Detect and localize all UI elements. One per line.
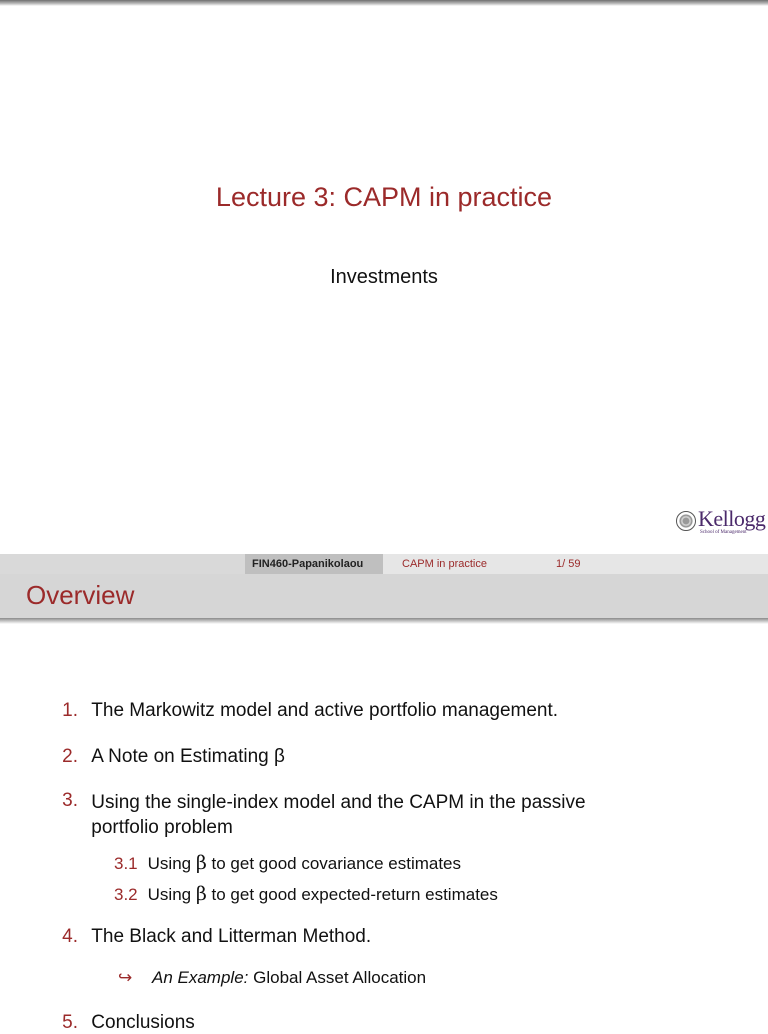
footer-author: FIN460-Papanikolaou bbox=[252, 558, 364, 570]
subitem-text-pre: Using bbox=[147, 854, 196, 873]
toc-item-2 bbox=[48, 746, 285, 768]
toc-subitem-3-2 bbox=[114, 883, 498, 905]
lecture-title: Lecture 3: CAPM in practice bbox=[215, 182, 553, 212]
subitem-number: 3.1 bbox=[114, 854, 138, 873]
beta-symbol: β bbox=[195, 883, 207, 905]
toc-number: 3. bbox=[62, 790, 78, 811]
toc-text: Conclusions bbox=[91, 1012, 195, 1033]
example-label: An Example: bbox=[152, 968, 249, 987]
toc-text: The Markowitz model and active portfolio management. bbox=[91, 700, 559, 721]
toc-number: 1. bbox=[62, 700, 78, 721]
toc-number: 4. bbox=[62, 926, 78, 947]
toc-number: 2. bbox=[62, 746, 78, 767]
footer-title: CAPM in practice bbox=[402, 558, 487, 570]
toc-number: 5. bbox=[62, 1012, 78, 1033]
subitem-number: 3.2 bbox=[114, 885, 138, 904]
footer-bar bbox=[0, 554, 768, 574]
toc-item-4 bbox=[48, 926, 371, 948]
subitem-text-pre: Using bbox=[147, 885, 196, 904]
toc-text-line1: Using the single-index model and the CAPM in the passive bbox=[91, 792, 586, 813]
toc-item-3 bbox=[48, 790, 586, 840]
logo-tagline: School of Management bbox=[700, 530, 747, 535]
beta-symbol: β bbox=[195, 852, 207, 874]
lecture-subtitle: Investments bbox=[330, 266, 438, 288]
toc-text bbox=[91, 790, 585, 840]
frame-header-shadow bbox=[0, 618, 768, 624]
kellogg-logo bbox=[676, 508, 768, 540]
toc-subitem-3-1 bbox=[114, 852, 461, 874]
example-line bbox=[152, 968, 426, 988]
hook-arrow-icon: ↪ bbox=[118, 968, 133, 987]
toc-text: A Note on Estimating β bbox=[91, 746, 285, 767]
toc-text-line2: portfolio problem bbox=[91, 817, 233, 838]
subitem-text-post: to get good covariance estimates bbox=[206, 854, 462, 873]
toc-item-1 bbox=[48, 700, 558, 722]
kellogg-seal-icon bbox=[676, 511, 696, 531]
overview-title: Overview bbox=[26, 580, 135, 610]
example-text: Global Asset Allocation bbox=[248, 968, 427, 987]
subitem-text-post: to get good expected-return estimates bbox=[206, 885, 498, 904]
top-edge-shadow bbox=[0, 0, 768, 6]
toc-text: The Black and Litterman Method. bbox=[91, 926, 372, 947]
footer-page-number: 1/ 59 bbox=[556, 558, 581, 570]
logo-wordmark: Kellogg bbox=[698, 506, 766, 531]
toc-item-5 bbox=[48, 1012, 195, 1034]
